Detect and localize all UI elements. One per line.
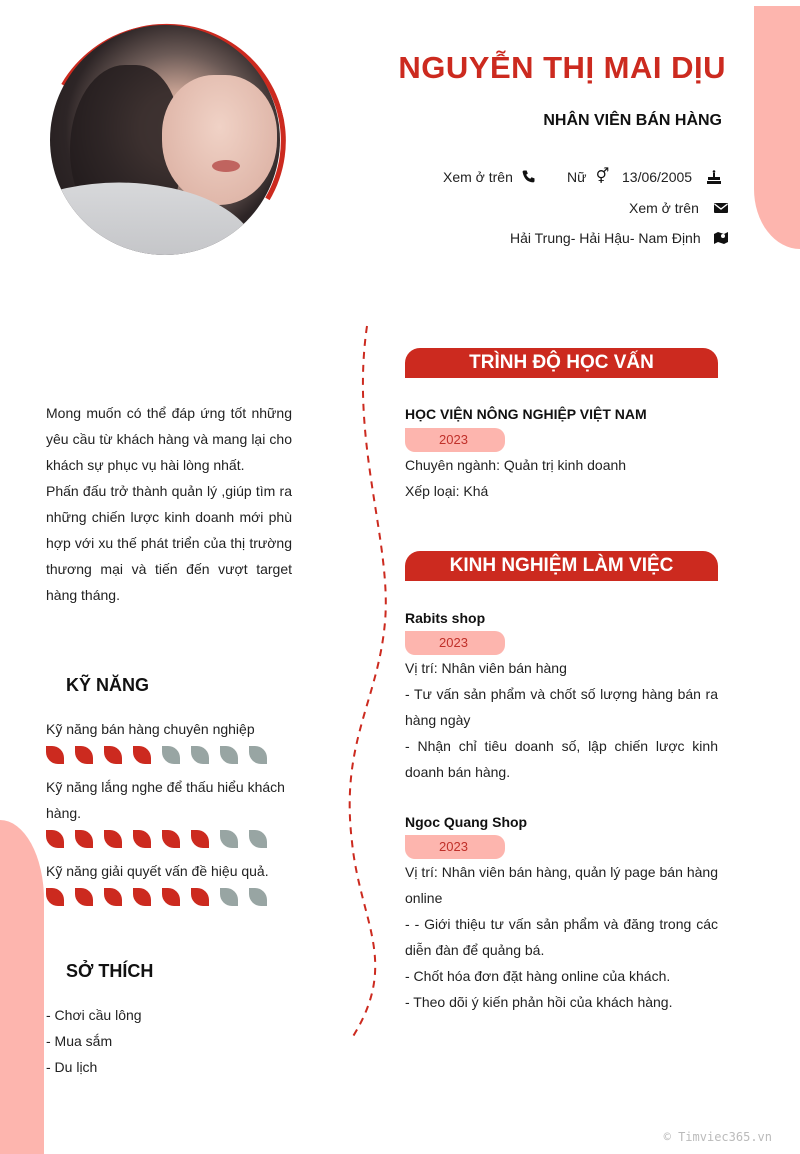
hobbies-heading: SỞ THÍCH bbox=[66, 961, 154, 981]
hobby-item: - Chơi cầu lông bbox=[46, 1007, 142, 1023]
job-description bbox=[405, 655, 718, 785]
skill-label: Kỹ năng lắng nghe để thấu hiểu khách hàng. bbox=[46, 779, 285, 821]
career-objective bbox=[46, 400, 292, 608]
job-description bbox=[405, 859, 718, 1015]
address-info bbox=[510, 230, 729, 246]
skill-dot-empty bbox=[249, 746, 267, 764]
skill-dot-filled bbox=[75, 888, 93, 906]
skill-rating bbox=[46, 746, 267, 764]
skill-dot-empty bbox=[220, 830, 238, 848]
birthday-cake-icon bbox=[706, 169, 722, 185]
skills-heading: KỸ NĂNG bbox=[66, 675, 150, 695]
job-line: - Tư vấn sản phẩm và chốt số lượng hàng bán ra hàng ngày bbox=[405, 686, 718, 728]
skill-label: Kỹ năng giải quyết vấn đề hiệu quả. bbox=[46, 863, 269, 879]
skill-dot-empty bbox=[249, 888, 267, 906]
gender-text: Nữ bbox=[567, 169, 587, 185]
skill-label: Kỹ năng bán hàng chuyên nghiệp bbox=[46, 721, 255, 737]
skill-dot-filled bbox=[162, 830, 180, 848]
hobby-item: - Mua sắm bbox=[46, 1033, 113, 1049]
skill-dot-filled bbox=[46, 888, 64, 906]
job-line: - Theo dõi ý kiến phản hồi của khách hàng. bbox=[405, 994, 673, 1010]
company-name: Rabits shop bbox=[405, 610, 486, 626]
email-info bbox=[629, 200, 729, 216]
phone-icon bbox=[521, 169, 537, 185]
address-text: Hải Trung- Hải Hậu- Nam Định bbox=[510, 230, 701, 246]
decor-bottom-left bbox=[0, 820, 44, 1154]
job-line: Vị trí: Nhân viên bán hàng, quản lý page bán hàng online bbox=[405, 864, 718, 906]
skill-dot-filled bbox=[133, 888, 151, 906]
skill-dot-filled bbox=[191, 888, 209, 906]
phone-info bbox=[443, 169, 537, 185]
skill-dot-filled bbox=[75, 830, 93, 848]
skill-dot-filled bbox=[133, 746, 151, 764]
skill-dot-filled bbox=[75, 746, 93, 764]
skill-dot-filled bbox=[46, 830, 64, 848]
phone-text: Xem ở trên bbox=[443, 169, 513, 185]
job-line: - Nhận chỉ tiêu doanh số, lập chiến lược kinh doanh bán hàng. bbox=[405, 738, 718, 780]
gender-info bbox=[567, 169, 610, 185]
avatar bbox=[50, 25, 280, 255]
objective-paragraph: Mong muốn có thể đáp ứng tốt những yêu cầu từ khách hàng và mang lại cho khách sự phục vụ hài lòng nhất. bbox=[46, 405, 292, 473]
skill-dot-empty bbox=[191, 746, 209, 764]
candidate-name: NGUYỄN THỊ MAI DỊU bbox=[398, 50, 726, 85]
skill-dot-filled bbox=[104, 888, 122, 906]
skill-dot-filled bbox=[46, 746, 64, 764]
school-name: HỌC VIỆN NÔNG NGHIỆP VIỆT NAM bbox=[405, 406, 647, 422]
objective-paragraph: Phấn đấu trở thành quản lý ,giúp tìm ra những chiến lược kinh doanh mới phù hợp với xu thế phát triển của thị trường thương mại và tiến đến vượt target hàng tháng. bbox=[46, 483, 292, 603]
skill-dot-filled bbox=[104, 746, 122, 764]
experience-heading: KINH NGHIỆM LÀM VIỆC bbox=[405, 551, 718, 581]
skill-dot-empty bbox=[220, 888, 238, 906]
education-year: 2023 bbox=[405, 428, 505, 452]
skill-rating bbox=[46, 888, 267, 906]
job-line: - Chốt hóa đơn đặt hàng online của khách. bbox=[405, 968, 671, 984]
job-line: - - Giới thiệu tư vấn sản phẩm và đăng trong các diễn đàn để quảng bá. bbox=[405, 916, 718, 958]
dashed-divider bbox=[340, 322, 400, 1042]
skill-dot-empty bbox=[220, 746, 238, 764]
skill-dot-empty bbox=[162, 746, 180, 764]
footer-watermark: © Timviec365.vn bbox=[663, 1130, 772, 1144]
hobby-item: - Du lịch bbox=[46, 1059, 98, 1075]
skill-dot-filled bbox=[191, 830, 209, 848]
map-marker-icon bbox=[713, 230, 729, 246]
envelope-icon bbox=[713, 200, 729, 216]
skill-dot-filled bbox=[133, 830, 151, 848]
education-heading: TRÌNH ĐỘ HỌC VẤN bbox=[405, 348, 718, 378]
job-year: 2023 bbox=[405, 835, 505, 859]
skill-rating bbox=[46, 830, 267, 848]
email-text: Xem ở trên bbox=[629, 200, 699, 216]
skill-dot-filled bbox=[162, 888, 180, 906]
birthday-text: 13/06/2005 bbox=[622, 169, 693, 185]
job-year: 2023 bbox=[405, 631, 505, 655]
education-major: Chuyên ngành: Quản trị kinh doanh bbox=[405, 457, 627, 473]
job-line: Vị trí: Nhân viên bán hàng bbox=[405, 660, 567, 676]
education-grade: Xếp loại: Khá bbox=[405, 483, 489, 499]
company-name: Ngoc Quang Shop bbox=[405, 814, 528, 830]
birthday-info bbox=[622, 169, 722, 185]
job-title: NHÂN VIÊN BÁN HÀNG bbox=[543, 112, 722, 129]
decor-top-right bbox=[754, 6, 800, 249]
skill-dot-empty bbox=[249, 830, 267, 848]
skill-dot-filled bbox=[104, 830, 122, 848]
gender-icon: ⚥ bbox=[595, 168, 610, 185]
